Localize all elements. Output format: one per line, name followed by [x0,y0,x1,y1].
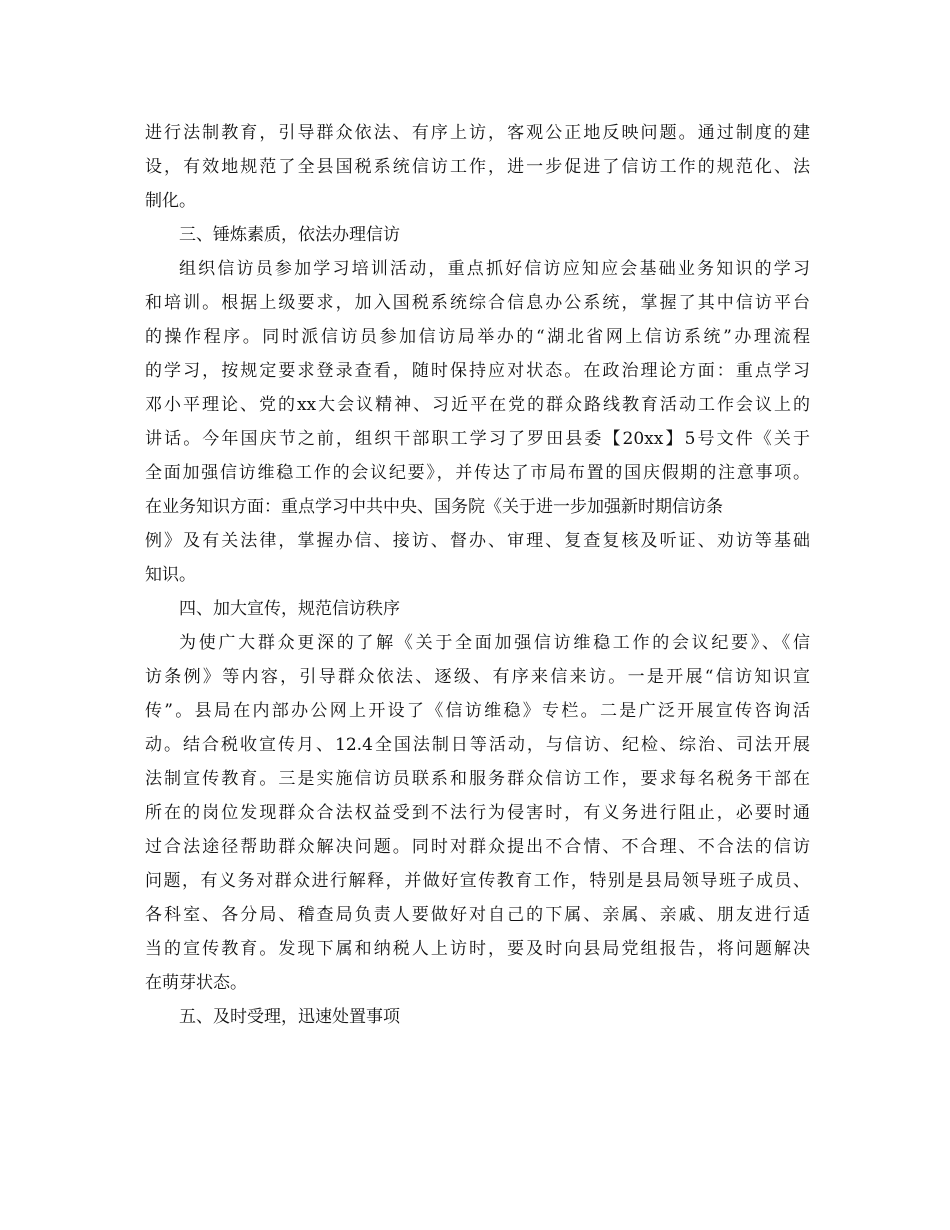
text-line: 过合法途径帮助群众解决问题。同时对群众提出不合情、不合理、不合法的信访 [145,837,810,857]
text-line: 为使广大群众更深的了解《关于全面加强信访维稳工作的会议纪要》、《信 [179,633,810,653]
text-line: 当的宣传教育。发现下属和纳税人上访时，要及时向县局党组报告，将问题解决 [145,939,810,959]
text-line: 各科室、各分局、稽查局负责人要做好对自己的下属、亲属、亲戚、朋友进行适 [145,905,810,925]
text-line: 动。结合税收宣传月、12.4全国法制日等活动，与信访、纪检、综治、司法开展 [145,735,810,755]
text-line: 所在的岗位发现群众合法权益受到不法行为侵害时，有义务进行阻止，必要时通 [145,803,810,823]
text-line: 知识。 [145,565,196,585]
text-line: 四、加大宣传，规范信访秩序 [179,599,400,619]
text-line: 全面加强信访维稳工作的会议纪要》，并传达了市局布置的国庆假期的注意事项。 [145,463,810,483]
text-line: 讲话。今年国庆节之前，组织干部职工学习了罗田县委【20xx】5号文件《关于 [145,429,810,449]
text-line: 在业务知识方面：重点学习中共中央、国务院《关于进一步加强新时期信访条 [145,497,723,517]
text-line: 邓小平理论、党的xx大会议精神、习近平在党的群众路线教育活动工作会议上的 [145,395,810,415]
text-line: 三、锤炼素质，依法办理信访 [179,225,400,245]
text-line: 问题，有义务对群众进行解释，并做好宣传教育工作，特别是县局领导班子成员、 [145,871,810,891]
text-line: 设，有效地规范了全县国税系统信访工作，进一步促进了信访工作的规范化、法 [145,157,810,177]
text-line: 五、及时受理，迅速处置事项 [179,1007,400,1027]
text-line: 组织信访员参加学习培训活动，重点抓好信访应知应会基础业务知识的学习 [179,259,810,279]
text-line: 访条例》等内容，引导群众依法、逐级、有序来信来访。一是开展“信访知识宣 [145,667,810,687]
text-line: 进行法制教育，引导群众依法、有序上访，客观公正地反映问题。通过制度的建 [145,123,810,143]
text-line: 传”。县局在内部办公网上开设了《信访维稳》专栏。二是广泛开展宣传咨询活 [145,701,810,721]
text-line: 和培训。根据上级要求，加入国税系统综合信息办公系统，掌握了其中信访平台 [145,293,810,313]
text-line: 例》及有关法律，掌握办信、接访、督办、审理、复查复核及听证、劝访等基础 [145,531,810,551]
text-line: 的学习，按规定要求登录查看，随时保持应对状态。在政治理论方面：重点学习 [145,361,810,381]
text-line: 的操作程序。同时派信访员参加信访局举办的“湖北省网上信访系统”办理流程 [145,327,810,347]
document-body [145,116,810,1034]
text-line: 在萌芽状态。 [145,973,247,993]
text-line: 法制宣传教育。三是实施信访员联系和服务群众信访工作，要求每名税务干部在 [145,769,810,789]
text-line: 制化。 [145,191,196,211]
